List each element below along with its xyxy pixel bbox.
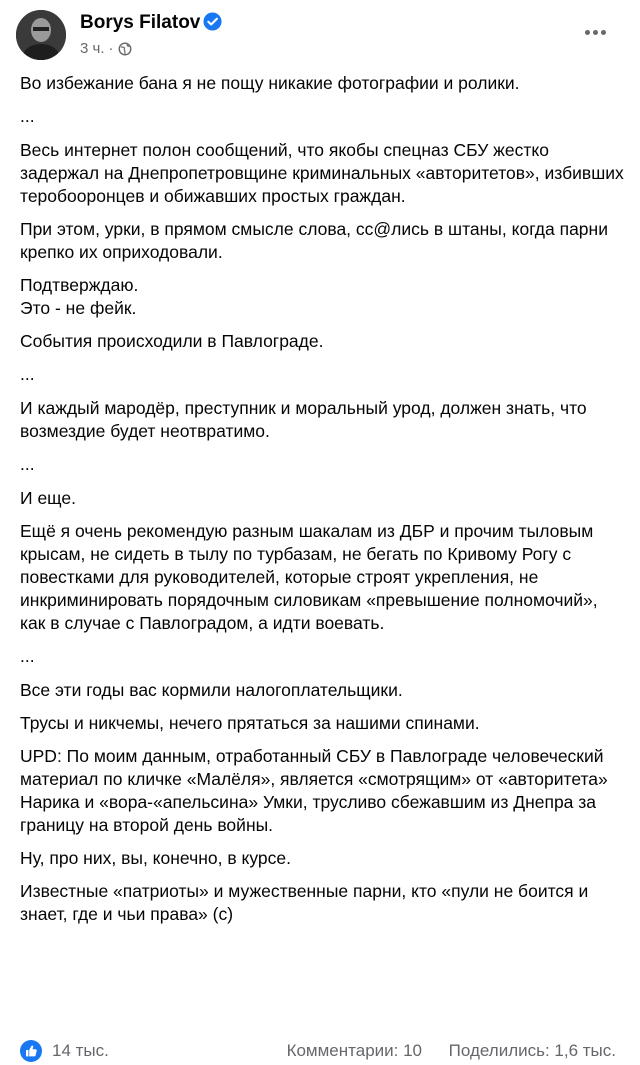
post-paragraph: И еще.	[20, 488, 76, 508]
post-paragraph: Весь интернет полон сообщений, что якобы спецназ СБУ жестко задержал на Днепропетровщине криминальных «авторитетов», избивших теробооронцев и обижавших простых граждан.	[20, 140, 624, 206]
shares-count[interactable]: Поделились: 1,6 тыс.	[448, 1041, 616, 1060]
author-avatar[interactable]	[16, 10, 66, 60]
post-footer	[0, 1038, 640, 1065]
post-paragraph: ...	[20, 646, 35, 666]
post-paragraph: ...	[20, 106, 35, 126]
globe-icon[interactable]	[118, 42, 132, 56]
meta-separator: ·	[108, 40, 114, 57]
post-time[interactable]: 3 ч.	[80, 40, 105, 57]
more-options-icon[interactable]	[580, 22, 610, 42]
post-paragraph: И каждый мародёр, преступник и моральный урод, должен знать, что возмездие будет неотвратимо.	[20, 398, 587, 441]
post-paragraph: Во избежание бана я не пощу никакие фотографии и ролики.	[20, 73, 520, 93]
verified-badge-icon	[203, 12, 222, 31]
post-header	[0, 0, 640, 70]
reactions-count[interactable]: 14 тыс.	[52, 1041, 109, 1060]
post-text	[20, 72, 625, 936]
post-meta	[80, 40, 132, 57]
post-paragraph: UPD: По моим данным, отработанный СБУ в Павлограде человеческий материал по кличке «Малёля», является «смотрящим» от «авторитета» Нарика и «вора-«апельсина» Умки, трусливо сбежавшим из Днепра за границу на второй день войны.	[20, 746, 608, 835]
comments-count[interactable]: Комментарии: 10	[286, 1041, 422, 1060]
post-paragraph: Ну, про них, вы, конечно, в курсе.	[20, 848, 291, 868]
post-paragraph: ...	[20, 454, 35, 474]
author-name[interactable]: Borys Filatov	[80, 12, 201, 33]
like-thumb-icon[interactable]	[20, 1040, 42, 1062]
post-paragraph: При этом, урки, в прямом смысле слова, сс@лись в штаны, когда парни крепко их оприходовали.	[20, 219, 608, 262]
post-paragraph: Подтверждаю. Это - не фейк.	[20, 275, 139, 318]
post-paragraph: Ещё я очень рекомендую разным шакалам из ДБР и прочим тыловым крысам, не сидеть в тылу по турбазам, не бегать по Кривому Рогу с повестками для руководителей, которые строят укрепления, не инкриминировать порядочным силовикам «превышение полномочий», как в случае с Павлоградом, а идти воевать.	[20, 521, 598, 633]
post-paragraph: События происходили в Павлограде.	[20, 331, 324, 351]
post-paragraph: Трусы и никчемы, нечего прятаться за нашими спинами.	[20, 713, 480, 733]
post-paragraph: Известные «патриоты» и мужественные парни, кто «пули не боится и знает, где и чьи права» (с)	[20, 881, 589, 924]
post-paragraph: Все эти годы вас кормили налогоплательщики.	[20, 680, 403, 700]
post-paragraph: ...	[20, 364, 35, 384]
